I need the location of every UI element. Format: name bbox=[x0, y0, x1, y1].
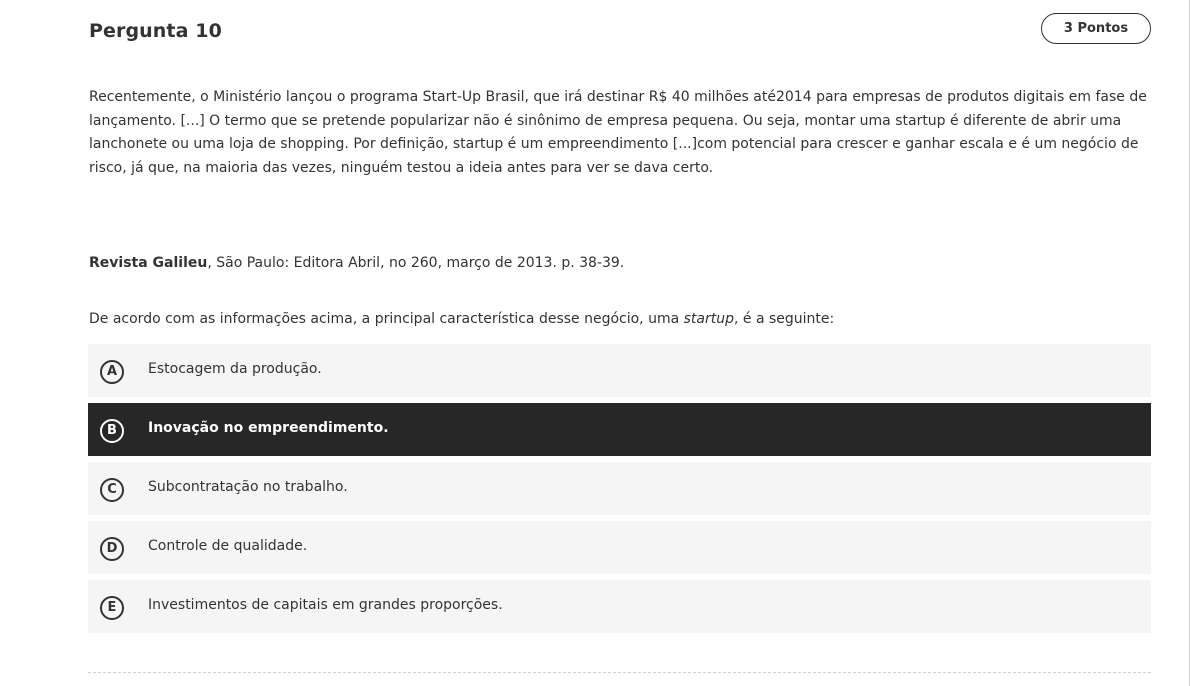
question-prompt bbox=[89, 311, 834, 327]
points-badge: 3 Pontos bbox=[1041, 13, 1151, 44]
source-title: Revista Galileu bbox=[89, 255, 208, 271]
option-letter: A bbox=[100, 360, 124, 384]
option-e[interactable] bbox=[88, 580, 1151, 633]
option-a[interactable] bbox=[88, 344, 1151, 397]
option-text: Investimentos de capitais em grandes proporções. bbox=[148, 597, 503, 613]
section-divider bbox=[88, 672, 1151, 673]
source-citation bbox=[89, 255, 624, 271]
answer-options bbox=[88, 344, 1151, 639]
prompt-text-italic: startup bbox=[683, 311, 734, 327]
option-letter: E bbox=[100, 596, 124, 620]
question-card bbox=[88, 0, 1151, 686]
option-c[interactable] bbox=[88, 462, 1151, 515]
option-d[interactable] bbox=[88, 521, 1151, 574]
prompt-text-before: De acordo com as informações acima, a principal característica desse negócio, uma bbox=[89, 311, 684, 327]
option-text: Controle de qualidade. bbox=[148, 538, 308, 554]
question-title: Pergunta 10 bbox=[89, 20, 222, 42]
question-statement: Recentemente, o Ministério lançou o programa Start-Up Brasil, que irá destinar R$ 40 milhões até2014 para empresas de produtos digitais em fase de lançamento. [...] O termo que se pretende popularizar não é sinônimo de empresa pequena. Ou seja, montar uma startup é diferente de abrir uma lanchonete ou uma loja de shopping. Por definição, startup é um empreendimento [...]com potencial para crescer e ganhar escala e é um negócio de risco, já que, na maioria das vezes, ninguém testou a ideia antes para ver se dava certo. bbox=[89, 89, 1147, 176]
prompt-text-after: , é a seguinte: bbox=[734, 311, 835, 327]
source-details: , São Paulo: Editora Abril, no 260, março de 2013. p. 38-39. bbox=[207, 255, 625, 271]
option-text: Inovação no empreendimento. bbox=[148, 420, 389, 436]
option-text: Subcontratação no trabalho. bbox=[148, 479, 348, 495]
option-letter: B bbox=[100, 419, 124, 443]
option-letter: C bbox=[100, 478, 124, 502]
option-b[interactable] bbox=[88, 403, 1151, 456]
option-text: Estocagem da produção. bbox=[148, 361, 322, 377]
option-letter: D bbox=[100, 537, 124, 561]
